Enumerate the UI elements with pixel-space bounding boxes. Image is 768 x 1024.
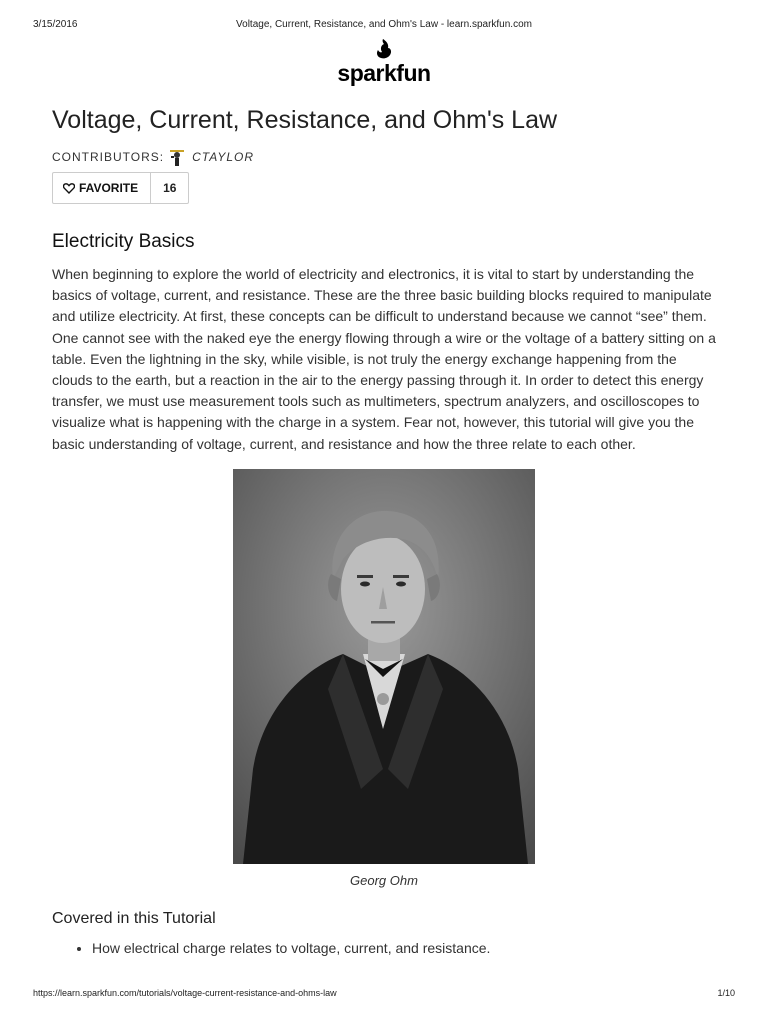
article — [52, 102, 716, 959]
page-number: 1/10 — [717, 988, 735, 998]
logo-wordmark: sparkfun — [337, 60, 431, 86]
print-date: 3/15/2016 — [33, 19, 78, 30]
favorite-button[interactable] — [53, 173, 151, 203]
intro-paragraph: When beginning to explore the world of electricity and electronics, it is vital to start by understanding the basics of voltage, current, and resistance. These are the three basic building blocks required to manipulate and utilize electricity. At first, these concepts can be difficult to understand because we cannot “see” them. One cannot see with the naked eye the energy flowing through a wire or the voltage of a battery sitting on a table. Even the lightning in the sky, while visible, is not truly the energy exchange happening from the clouds to the earth, but a reaction in the air to the energy passing through it. In order to detect this energy transfer, we must use measurement tools such as multimeters, spectrum analyzers, and oscilloscopes to visualize what is happening with the charge in a system. Fear not, however, this tutorial will give you the basic understanding of voltage, current, and resistance and how the three relate to each other. — [52, 266, 716, 452]
print-url[interactable]: https://learn.sparkfun.com/tutorials/voltage-current-resistance-and-ohms-law — [33, 988, 337, 998]
contributors-row — [52, 146, 716, 168]
article-title: Voltage, Current, Resistance, and Ohm's Law — [52, 106, 558, 134]
favorite-label: FAVORITE — [79, 181, 139, 195]
print-page-title: Voltage, Current, Resistance, and Ohm's Law - learn.sparkfun.com — [236, 19, 532, 30]
heart-icon — [63, 183, 75, 194]
favorite-count: 16 — [163, 181, 177, 195]
figure — [52, 469, 716, 888]
section-heading: Electricity Basics — [52, 231, 195, 252]
georg-ohm-portrait — [233, 469, 535, 864]
contributor-avatar-icon[interactable] — [168, 147, 186, 167]
print-footer — [33, 988, 735, 1002]
print-header — [33, 19, 735, 33]
figure-caption: Georg Ohm — [350, 872, 418, 888]
sparkfun-logo[interactable] — [0, 38, 768, 88]
favorite-widget — [52, 172, 189, 204]
covered-heading: Covered in this Tutorial — [52, 909, 216, 927]
covered-list — [52, 938, 716, 959]
contributor-name-link[interactable]: CTAYLOR — [192, 150, 255, 164]
contributors-label: CONTRIBUTORS: — [52, 150, 165, 164]
flame-icon — [374, 38, 394, 60]
list-item: • How electrical charge relates to voltage, current, and resistance. — [92, 938, 716, 959]
